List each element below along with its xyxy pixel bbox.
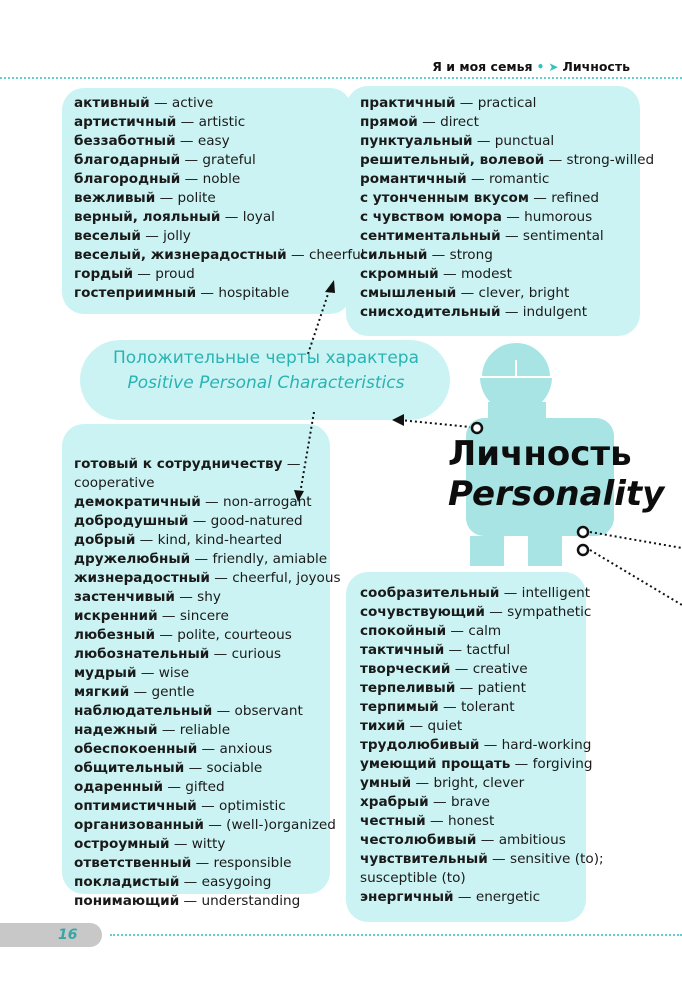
vocab-entry: наблюдательный — observant [74, 703, 303, 719]
vocab-ru: творческий [360, 661, 451, 677]
vocab-entry: общительный — sociable [74, 760, 263, 776]
vocab-en: cheerful [308, 247, 365, 263]
vocab-entry: тихий — quiet [360, 718, 463, 734]
vocab-en: wise [158, 665, 190, 681]
vocab-en: strong-willed [566, 152, 655, 168]
vocab-en: clever, bright [478, 285, 570, 301]
vocab-ru: веселый, жизнерадостный [74, 247, 287, 263]
vocab-entry: любезный — polite, courteous [74, 627, 292, 643]
vocab-en: energetic [475, 889, 541, 905]
page-number: 16 [0, 923, 102, 947]
vocab-ru: понимающий [74, 893, 180, 909]
vocab-ru: решительный, волевой [360, 152, 545, 168]
vocab-en: patient [477, 680, 526, 696]
vocab-entry: энергичный — energetic [360, 889, 541, 905]
vocab-entry: одаренный — gifted [74, 779, 225, 795]
vocab-en: intelligent [521, 585, 591, 601]
breadcrumb-subsection: Личность [562, 59, 630, 74]
vocab-entry: артистичный — artistic [74, 114, 246, 130]
vocab-entry: терпимый — tolerant [360, 699, 515, 715]
vocab-ru: трудолюбивый [360, 737, 480, 753]
vocab-entry: надежный — reliable [74, 722, 231, 738]
positive-title-ru: Положительные черты характера [112, 348, 419, 368]
vocab-en: forgiving [532, 756, 593, 772]
vocab-entry: терпеливый — patient [360, 680, 526, 696]
vocab-ru: готовый к сотрудничеству [74, 456, 283, 472]
vocab-ru: благодарный [74, 152, 181, 168]
vocab-ru: смышленый [360, 285, 457, 301]
vocab-entry: веселый — jolly [74, 228, 191, 244]
vocab-entry: творческий — creative [360, 661, 528, 677]
vocab-entry: добродушный — good-natured [74, 513, 303, 529]
vocab-entry: любознательный — curious [74, 646, 282, 662]
vocab-en: tolerant [460, 699, 515, 715]
vocab-ru: обеспокоенный [74, 741, 198, 757]
vocab-ru: ответственный [74, 855, 192, 871]
vocab-entry: пунктуальный — punctual [360, 133, 555, 149]
vocab-ru: наблюдательный [74, 703, 213, 719]
personality-title-en: Personality [448, 474, 665, 514]
vocab-entry: благодарный — grateful [74, 152, 256, 168]
personality-title-ru: Личность [448, 434, 632, 474]
vocab-ru: добрый [74, 532, 136, 548]
vocab-ru: мягкий [74, 684, 130, 700]
vocab-en: cheerful, joyous [232, 570, 341, 586]
vocab-list-bottom-right [360, 584, 604, 907]
vocab-en: anxious [219, 741, 273, 757]
vocab-entry: покладистый — easygoing [74, 874, 272, 890]
vocab-ru: чувствительный [360, 851, 488, 867]
vocab-en: proud [155, 266, 195, 282]
vocab-ru: жизнерадостный [74, 570, 210, 586]
vocab-entry: смышленый — clever, bright [360, 285, 570, 301]
vocab-entry: остроумный — witty [74, 836, 226, 852]
vocab-en: tactful [466, 642, 511, 658]
vocab-ru: спокойный [360, 623, 447, 639]
vocab-en: punctual [494, 133, 555, 149]
vocab-en: jolly [163, 228, 191, 244]
vocab-en: bright, clever [433, 775, 525, 791]
vocab-ru: оптимистичный [74, 798, 197, 814]
vocab-en: gifted [185, 779, 225, 795]
vocab-entry: сильный — strong [360, 247, 493, 263]
vocab-ru: терпимый [360, 699, 439, 715]
vocab-ru: энергичный [360, 889, 454, 905]
vocab-entry: мягкий — gentle [74, 684, 195, 700]
vocab-en-continuation: cooperative [74, 475, 155, 491]
vocab-en: sensitive (to); [509, 851, 604, 867]
vocab-en: optimistic [219, 798, 286, 814]
vocab-ru: демократичный [74, 494, 201, 510]
vocab-entry: обеспокоенный — anxious [74, 741, 273, 757]
vocab-ru: мудрый [74, 665, 137, 681]
vocab-entry: романтичный — romantic [360, 171, 550, 187]
vocab-ru: с чувством юмора [360, 209, 502, 225]
vocab-ru: честный [360, 813, 426, 829]
vocab-entry: сентиментальный — sentimental [360, 228, 604, 244]
vocab-ru: гордый [74, 266, 133, 282]
vocab-ru: тихий [360, 718, 406, 734]
vocab-en: humorous [524, 209, 593, 225]
vocab-ru: умеющий прощать [360, 756, 511, 772]
vocab-ru: пунктуальный [360, 133, 473, 149]
vocab-en: gentle [151, 684, 195, 700]
vocab-list-bottom-left [74, 455, 341, 911]
vocab-ru: верный, лояльный [74, 209, 221, 225]
vocab-entry: ответственный — responsible [74, 855, 292, 871]
vocab-entry: беззаботный — easy [74, 133, 230, 149]
vocab-entry: искренний — sincere [74, 608, 229, 624]
vocab-ru: организованный [74, 817, 204, 833]
vocab-en: understanding [201, 893, 301, 909]
vocab-en: kind, kind-hearted [157, 532, 283, 548]
vocab-entry: верный, лояльный — loyal [74, 209, 275, 225]
vocab-en: brave [450, 794, 490, 810]
vocab-en: witty [191, 836, 226, 852]
vocab-entry: готовый к сотрудничеству — [74, 456, 301, 472]
vocab-en: responsible [213, 855, 292, 871]
vocab-entry: скромный — modest [360, 266, 512, 282]
vocab-en: sincere [179, 608, 229, 624]
vocab-en: practical [477, 95, 537, 111]
vocab-en: easy [197, 133, 230, 149]
vocab-ru: артистичный [74, 114, 177, 130]
vocab-ru: благородный [74, 171, 181, 187]
vocab-ru: с утонченным вкусом [360, 190, 529, 206]
vocab-en: observant [234, 703, 303, 719]
breadcrumb-arrow-icon: • ➤ [536, 59, 559, 74]
vocab-en: loyal [242, 209, 275, 225]
vocab-entry: чувствительный — sensitive (to); [360, 851, 604, 867]
vocab-ru: практичный [360, 95, 456, 111]
vocab-en: honest [447, 813, 495, 829]
vocab-en: hospitable [218, 285, 290, 301]
vocab-ru: остроумный [74, 836, 170, 852]
vocab-en: hard-working [501, 737, 592, 753]
vocab-entry: гордый — proud [74, 266, 195, 282]
vocab-entry: оптимистичный — optimistic [74, 798, 286, 814]
positive-characteristics-title [70, 346, 462, 396]
vocab-en: grateful [202, 152, 256, 168]
vocab-ru: сентиментальный [360, 228, 501, 244]
vocab-ru: добродушный [74, 513, 189, 529]
vocab-entry: решительный, волевой — strong-willed [360, 152, 655, 168]
vocab-entry: честолюбивый — ambitious [360, 832, 566, 848]
vocab-en: noble [202, 171, 241, 187]
vocab-entry: гостеприимный — hospitable [74, 285, 290, 301]
vocab-entry: трудолюбивый — hard-working [360, 737, 592, 753]
vocab-list-top-left [74, 94, 365, 303]
vocab-en: shy [197, 589, 221, 605]
vocab-en: friendly, amiable [212, 551, 328, 567]
vocab-entry: понимающий — understanding [74, 893, 301, 909]
vocab-en: good-natured [210, 513, 303, 529]
vocab-entry: с чувством юмора — humorous [360, 209, 593, 225]
vocab-en: artistic [198, 114, 246, 130]
vocab-ru: одаренный [74, 779, 164, 795]
vocab-en: sympathetic [507, 604, 592, 620]
vocab-ru: сообразительный [360, 585, 500, 601]
vocab-ru: сильный [360, 247, 428, 263]
positive-title-en: Positive Personal Characteristics [127, 373, 405, 393]
vocab-en: modest [460, 266, 512, 282]
vocab-en-continuation: susceptible (to) [360, 870, 466, 886]
vocab-entry: снисходительный — indulgent [360, 304, 588, 320]
vocab-ru: тактичный [360, 642, 445, 658]
vocab-entry: дружелюбный — friendly, amiable [74, 551, 328, 567]
vocab-ru: любезный [74, 627, 155, 643]
vocab-en: sociable [206, 760, 263, 776]
vocab-list-top-right [360, 94, 654, 322]
vocab-en: refined [551, 190, 600, 206]
vocab-en: ambitious [498, 832, 566, 848]
vocab-en: creative [472, 661, 528, 677]
vocab-entry: умеющий прощать — forgiving [360, 756, 593, 772]
vocab-ru: храбрый [360, 794, 429, 810]
vocab-ru: надежный [74, 722, 158, 738]
vocab-en: romantic [488, 171, 550, 187]
vocab-ru: общительный [74, 760, 185, 776]
vocab-entry: умный — bright, clever [360, 775, 525, 791]
vocab-ru: умный [360, 775, 412, 791]
vocab-ru: вежливый [74, 190, 156, 206]
vocab-ru: веселый [74, 228, 141, 244]
vocab-en: calm [468, 623, 502, 639]
vocab-entry: вежливый — polite [74, 190, 216, 206]
vocab-en: indulgent [522, 304, 588, 320]
personality-title [448, 434, 664, 514]
vocab-en: non-arrogant [222, 494, 312, 510]
vocab-entry: практичный — practical [360, 95, 537, 111]
vocab-entry: веселый, жизнерадостный — cheerful [74, 247, 365, 263]
vocab-ru: снисходительный [360, 304, 501, 320]
vocab-entry: жизнерадостный — cheerful, joyous [74, 570, 341, 586]
vocab-ru: скромный [360, 266, 439, 282]
vocab-en: sentimental [522, 228, 604, 244]
vocab-ru: терпеливый [360, 680, 456, 696]
vocab-ru: покладистый [74, 874, 180, 890]
vocab-entry: застенчивый — shy [74, 589, 221, 605]
vocab-en: curious [231, 646, 282, 662]
vocab-ru: сочувствующий [360, 604, 485, 620]
footer-divider [110, 934, 682, 936]
vocab-entry: благородный — noble [74, 171, 241, 187]
vocab-entry: честный — honest [360, 813, 495, 829]
vocab-en: strong [449, 247, 493, 263]
vocab-ru: беззаботный [74, 133, 176, 149]
vocab-ru: активный [74, 95, 150, 111]
vocab-entry: добрый — kind, kind-hearted [74, 532, 283, 548]
vocab-en: easygoing [201, 874, 272, 890]
vocab-entry: спокойный — calm [360, 623, 502, 639]
vocab-en: quiet [427, 718, 463, 734]
vocab-entry: активный — active [74, 95, 214, 111]
vocab-entry: демократичный — non-arrogant [74, 494, 312, 510]
vocab-ru: любознательный [74, 646, 210, 662]
vocab-entry: мудрый — wise [74, 665, 190, 681]
breadcrumb-section: Я и моя семья [432, 59, 533, 74]
vocab-entry: с утонченным вкусом — refined [360, 190, 600, 206]
vocab-en: polite, courteous [177, 627, 292, 643]
vocab-ru: искренний [74, 608, 158, 624]
vocab-ru: гостеприимный [74, 285, 197, 301]
vocab-en: direct [440, 114, 479, 130]
vocab-en: (well-)organized [226, 817, 336, 833]
vocab-ru: прямой [360, 114, 418, 130]
vocab-entry: сочувствующий — sympathetic [360, 604, 592, 620]
vocab-entry: организованный — (well-)organized [74, 817, 336, 833]
vocab-en: polite [177, 190, 216, 206]
vocab-ru: застенчивый [74, 589, 175, 605]
vocab-ru: честолюбивый [360, 832, 477, 848]
vocab-entry: тактичный — tactful [360, 642, 511, 658]
vocab-ru: дружелюбный [74, 551, 191, 567]
vocab-ru: романтичный [360, 171, 467, 187]
vocab-en: active [171, 95, 214, 111]
vocab-entry: сообразительный — intelligent [360, 585, 591, 601]
vocab-entry: храбрый — brave [360, 794, 490, 810]
vocab-entry: прямой — direct [360, 114, 479, 130]
vocab-en: reliable [179, 722, 231, 738]
